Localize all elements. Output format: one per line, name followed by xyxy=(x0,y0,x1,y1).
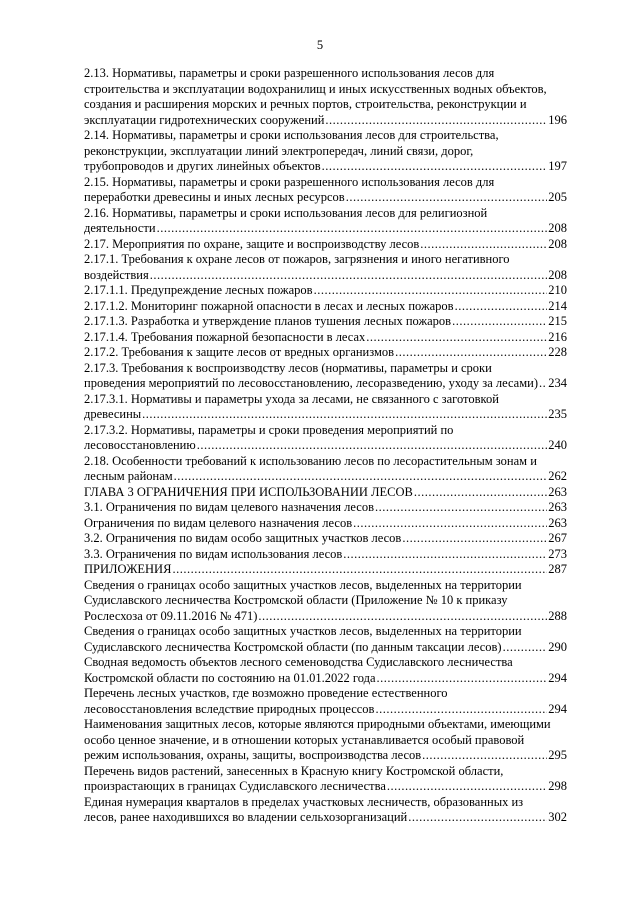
toc-entry[interactable] xyxy=(84,299,567,315)
toc-entry-last-line xyxy=(84,376,567,392)
toc-entry-title: Костромской области по состоянию на 01.01.2022 года xyxy=(84,670,376,685)
toc-entry-last-line xyxy=(84,640,567,656)
toc-entry[interactable] xyxy=(84,547,567,563)
toc-entry-title: ГЛАВА 3 ОГРАНИЧЕНИЯ ПРИ ИСПОЛЬЗОВАНИИ ЛЕСОВ xyxy=(84,484,413,499)
toc-entry-last-line xyxy=(84,221,567,237)
toc-entry-last-line xyxy=(84,516,567,532)
toc-entry-page: 298 xyxy=(548,779,567,793)
toc-entry-title: деятельности xyxy=(84,221,156,235)
toc-entry-title: проведения мероприятий по лесовосстановлению, лесоразведению, уходу за лесами) xyxy=(84,376,538,390)
toc-entry-line: 2.15. Нормативы, параметры и сроки разрешенного использования лесов для xyxy=(84,174,495,189)
dot-leader xyxy=(395,345,547,361)
dot-leader xyxy=(343,547,547,563)
toc-entry-line: создания и расширения морских и речных портов, строительства, реконструкции и xyxy=(84,97,527,111)
toc-entry-line: 2.13. Нормативы, параметры и сроки разрешенного использования лесов для xyxy=(84,66,495,80)
toc-entry-page: 263 xyxy=(548,500,567,514)
toc-entry-page: 197 xyxy=(548,159,567,173)
toc-entry[interactable] xyxy=(84,764,567,795)
toc-entry-line: 2.17.3.2. Нормативы, параметры и сроки проведения мероприятий по xyxy=(84,422,454,437)
toc-entry[interactable] xyxy=(84,330,567,346)
toc-entry-title: 2.17. Мероприятия по охране, защите и воспроизводству лесов xyxy=(84,236,420,251)
toc-entry-last-line xyxy=(84,748,567,764)
toc-entry-line: Наименования защитных лесов, которые являются природными объектами, имеющими xyxy=(84,717,551,731)
dot-leader xyxy=(414,485,547,501)
dot-leader xyxy=(420,237,547,253)
toc-entry[interactable] xyxy=(84,624,567,655)
dot-leader xyxy=(408,810,547,826)
dot-leader xyxy=(174,469,548,485)
toc-entry-title: эксплуатации гидротехнических сооружений xyxy=(84,112,325,127)
toc-entry-page: 273 xyxy=(548,546,567,561)
toc-entry[interactable] xyxy=(84,500,567,516)
toc-entry-last-line xyxy=(84,671,567,687)
toc-entry-title: 2.17.2. Требования к защите лесов от вредных организмов xyxy=(84,345,395,359)
toc-entry-title: 2.17.1.1. Предупреждение лесных пожаров xyxy=(84,283,313,297)
toc-entry[interactable] xyxy=(84,795,567,826)
dot-leader xyxy=(402,531,547,547)
toc-entry[interactable] xyxy=(84,717,567,764)
toc-entry-page: 290 xyxy=(548,639,567,654)
toc-entry-title: воздействия xyxy=(84,267,149,282)
toc-entry-line: Сведения о границах особо защитных участков лесов, выделенных на территории xyxy=(84,624,522,638)
toc-entry-line: Перечень видов растений, занесенных в Красную книгу Костромской области, xyxy=(84,763,504,778)
toc-entry-last-line xyxy=(84,113,567,129)
toc-entry-page: 287 xyxy=(548,562,567,576)
dot-leader xyxy=(322,159,548,175)
toc-entry-page: 210 xyxy=(548,283,567,297)
toc-entry[interactable] xyxy=(84,206,567,237)
toc-entry[interactable] xyxy=(84,516,567,532)
toc-entry-title: лесным районам xyxy=(84,469,173,483)
dot-leader xyxy=(142,407,547,423)
toc-entry-line: 2.17.3.1. Нормативы и параметры ухода за лесами, не связанного с заготовкой xyxy=(84,391,499,406)
toc-entry[interactable] xyxy=(84,252,567,283)
toc-entry-page: 196 xyxy=(548,112,567,127)
toc-entry-last-line xyxy=(84,485,567,501)
toc-entry-page: 215 xyxy=(548,314,567,328)
toc-entry-page: 294 xyxy=(548,701,567,716)
toc-entry-page: 216 xyxy=(548,329,567,344)
toc-entry-page: 262 xyxy=(548,469,567,483)
toc-entry-line: реконструкции, эксплуатации линий электропередач, линий связи, дорог, xyxy=(84,143,474,158)
toc-entry-page: 288 xyxy=(548,608,567,623)
toc-entry[interactable] xyxy=(84,531,567,547)
toc-entry[interactable] xyxy=(84,175,567,206)
toc-entry-page: 234 xyxy=(548,376,567,390)
toc-entry-line: Сведения о границах особо защитных участков лесов, выделенных на территории xyxy=(84,577,522,592)
toc-entry[interactable] xyxy=(84,392,567,423)
toc-entry-last-line xyxy=(84,469,567,485)
toc-entry-page: 208 xyxy=(548,236,567,251)
toc-entry[interactable] xyxy=(84,314,567,330)
page-number: 5 xyxy=(316,38,324,52)
toc-entry-page: 228 xyxy=(548,345,567,359)
dot-leader xyxy=(375,500,547,516)
dot-leader xyxy=(353,516,547,532)
toc-entry-last-line xyxy=(84,345,567,361)
toc-entry-last-line xyxy=(84,562,567,578)
toc-entry-title: древесины xyxy=(84,407,142,421)
dot-leader xyxy=(325,113,547,129)
toc-entry-last-line xyxy=(84,159,567,175)
toc-entry-line: 2.17.3. Требования к воспроизводству лесов (нормативы, параметры и сроки xyxy=(84,360,492,375)
toc-entry[interactable] xyxy=(84,686,567,717)
dot-leader xyxy=(387,779,547,795)
dot-leader xyxy=(157,221,548,237)
toc-entry-page: 235 xyxy=(548,407,567,421)
toc-entry[interactable] xyxy=(84,361,567,392)
table-of-contents xyxy=(84,66,567,826)
toc-entry-line: 2.17.1. Требования к охране лесов от пожаров, загрязнения и иного негативного xyxy=(84,252,510,266)
toc-entry-title: ПРИЛОЖЕНИЯ xyxy=(84,562,172,576)
toc-entry[interactable] xyxy=(84,423,567,454)
toc-entry-line: особо ценное значение, и в отношении которых устанавливается особый правовой xyxy=(84,732,525,747)
toc-entry-last-line xyxy=(84,190,567,206)
toc-entry-page: 294 xyxy=(548,670,567,685)
toc-entry-title: 2.17.1.2. Мониторинг пожарной опасности в лесах и лесных пожаров xyxy=(84,298,454,313)
toc-entry-page: 208 xyxy=(548,267,567,282)
dot-leader xyxy=(503,640,548,656)
toc-entry-line: 2.16. Нормативы, параметры и сроки использования лесов для религиозной xyxy=(84,205,488,220)
toc-entry-last-line xyxy=(84,283,567,299)
toc-entry-line: Судиславского лесничества Костромской области (Приложение № 10 к приказу xyxy=(84,593,508,607)
toc-entry[interactable] xyxy=(84,128,567,175)
toc-entry-page: 302 xyxy=(548,810,567,824)
toc-entry-last-line xyxy=(84,500,567,516)
toc-entry[interactable] xyxy=(84,345,567,361)
toc-entry-page: 267 xyxy=(548,531,567,545)
toc-entry-line: Сводная ведомость объектов лесного семеноводства Судиславского лесничества xyxy=(84,655,513,669)
toc-entry[interactable] xyxy=(84,283,567,299)
toc-entry-title: лесовосстановления вследствие природных процессов xyxy=(84,701,375,716)
toc-entry-line: строительства и эксплуатации водохранилищ и иных искусственных водных объектов, xyxy=(84,81,547,96)
toc-entry[interactable] xyxy=(84,66,567,128)
toc-entry-last-line xyxy=(84,531,567,547)
toc-entry-last-line xyxy=(84,810,567,826)
toc-entry-title: 3.3. Ограничения по видам использования лесов xyxy=(84,546,343,561)
dot-leader xyxy=(452,314,547,330)
toc-entry-page: 214 xyxy=(548,298,567,313)
toc-entry-last-line xyxy=(84,314,567,330)
dot-leader xyxy=(172,562,547,578)
toc-entry-title: Рослесхоза от 09.11.2016 № 471) xyxy=(84,608,258,623)
toc-entry-last-line xyxy=(84,330,567,346)
toc-entry-title: Судиславского лесничества Костромской области (по данным таксации лесов) xyxy=(84,639,502,654)
toc-entry[interactable] xyxy=(84,237,567,253)
toc-entry-page: 205 xyxy=(548,190,567,204)
toc-entry-page: 240 xyxy=(548,438,567,452)
dot-leader xyxy=(375,702,547,718)
toc-entry-last-line xyxy=(84,407,567,423)
toc-entry-line: Перечень лесных участков, где возможно проведение естественного xyxy=(84,686,448,700)
toc-entry-page: 208 xyxy=(548,221,567,235)
toc-entry-last-line xyxy=(84,609,567,625)
toc-entry[interactable] xyxy=(84,655,567,686)
dot-leader xyxy=(314,283,548,299)
dot-leader xyxy=(377,671,548,687)
toc-entry-title: переработки древесины и иных лесных ресурсов xyxy=(84,190,345,204)
dot-leader xyxy=(539,376,547,392)
toc-entry-title: 3.2. Ограничения по видам особо защитных участков лесов xyxy=(84,531,402,545)
toc-entry-last-line xyxy=(84,299,567,315)
dot-leader xyxy=(366,330,547,346)
toc-entry-page: 263 xyxy=(548,515,567,530)
toc-entry-last-line xyxy=(84,547,567,563)
toc-entry-last-line xyxy=(84,438,567,454)
toc-entry-title: лесовосстановлению xyxy=(84,438,196,452)
toc-entry-title: 3.1. Ограничения по видам целевого назначения лесов xyxy=(84,500,374,514)
toc-entry-page: 263 xyxy=(548,484,567,499)
toc-entry-line: Единая нумерация кварталов в пределах участковых лесничеств, образованных из xyxy=(84,794,524,809)
toc-entry-line: 2.14. Нормативы, параметры и сроки использования лесов для строительства, xyxy=(84,128,499,142)
toc-entry-title: Ограничения по видам целевого назначения лесов xyxy=(84,515,353,530)
toc-entry-title: трубопроводов и других линейных объектов xyxy=(84,159,321,173)
dot-leader xyxy=(346,190,548,206)
toc-entry-last-line xyxy=(84,779,567,795)
toc-entry-last-line xyxy=(84,702,567,718)
dot-leader xyxy=(197,438,548,454)
toc-entry[interactable] xyxy=(84,454,567,485)
toc-entry-page: 295 xyxy=(548,748,567,762)
toc-entry[interactable] xyxy=(84,578,567,625)
toc-entry-title: режим использования, охраны, защиты, воспроизводства лесов xyxy=(84,748,422,762)
toc-entry-last-line xyxy=(84,237,567,253)
dot-leader xyxy=(455,299,548,315)
toc-entry-title: 2.17.1.4. Требования пожарной безопасности в лесах xyxy=(84,329,366,344)
toc-entry-title: 2.17.1.3. Разработка и утверждение планов тушения лесных пожаров xyxy=(84,314,452,328)
dot-leader xyxy=(258,609,547,625)
toc-entry-title: произрастающих в границах Судиславского лесничества xyxy=(84,779,386,793)
dot-leader xyxy=(150,268,548,284)
toc-entry-line: 2.18. Особенности требований к использованию лесов по лесорастительным зонам и xyxy=(84,453,537,468)
toc-entry-title: лесов, ранее находившихся во владении сельхозорганизаций xyxy=(84,810,408,824)
dot-leader xyxy=(422,748,547,764)
toc-entry[interactable] xyxy=(84,485,567,501)
toc-entry-last-line xyxy=(84,268,567,284)
toc-entry[interactable] xyxy=(84,562,567,578)
